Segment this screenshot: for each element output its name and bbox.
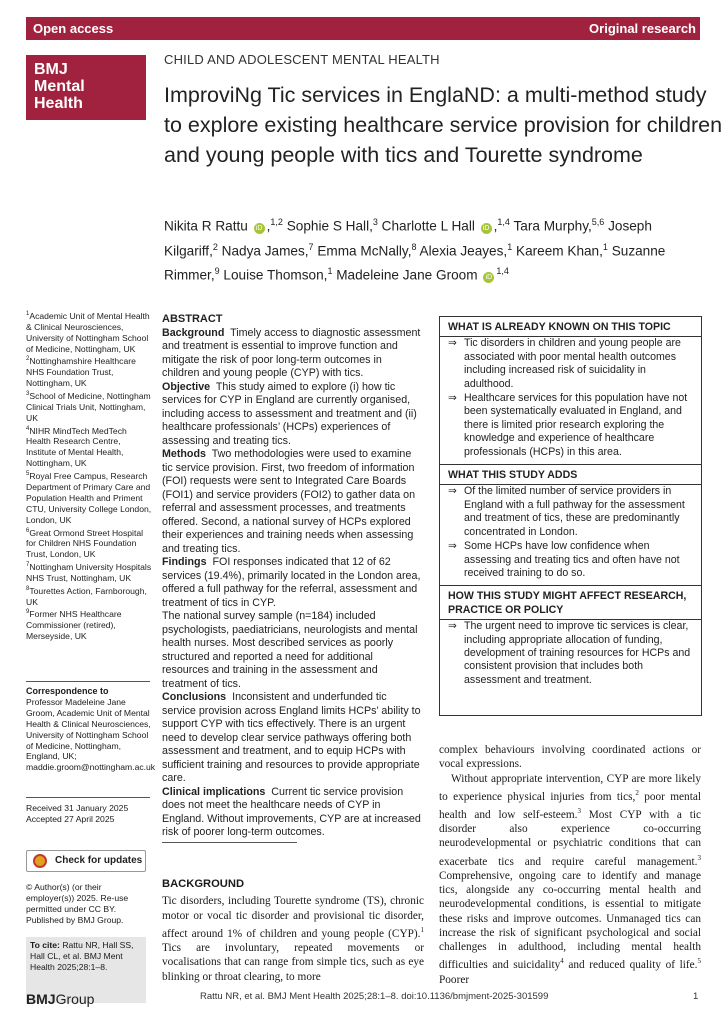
affiliations (26, 309, 152, 642)
accepted-date: Accepted 27 April 2025 (26, 814, 115, 824)
journal-logo (26, 55, 146, 120)
body-paragraph: complex behaviours involving coordinated actions or vocal expressions. (439, 744, 701, 771)
author-affil-sup: 5,6 (591, 217, 605, 227)
box-item: ⇒ Of the limited number of service providers in England with a full pathway for the assessment and treatment of tics, these are predominantly concentrated in London. (448, 485, 685, 538)
abstract-methods: Methods Two methodologies were used to examine tic service provision. First, two freedom of information (FOI) requests were sent to Integrated Care Boards (FOI1) and service providers (FOI2) to gather data on referral and assessment processes, and treatments offered. Second, a national survey of HCPs explored their experiences and training needs when assessing and treating tics. (162, 448, 416, 555)
box-heading: WHAT THIS STUDY ADDS (448, 469, 578, 482)
box-list (440, 337, 701, 464)
affiliation: $^4$NIHR MindTech MedTech Health Research Centre, Institute of Mental Health, Nottingham, UK (26, 425, 127, 469)
box-item: ⇒ Healthcare services for this population have not been systematically evaluated in England, and there is limited prior research exploring the knowledge and experience of healthcare professionals (HCPs) in this area. (448, 392, 688, 458)
author[interactable]: Alexia Jeayes, (419, 243, 508, 259)
box-list (440, 620, 701, 692)
background-heading: BACKGROUND (162, 878, 245, 890)
author[interactable]: Sophie S Hall, (286, 218, 373, 234)
author-list: Nikita R Rattu iD ,$^{1,2}$ Sophie S Hall,$^3$ Charlotte L Hall iD ,$^{1,4}$ Tara Murphy,$^{5,6}$ Joseph Kilgariff,$^2$ Nadya James,$^7$ Emma McNally,$^8$ Alexia Jeayes,$^1$ Kareem Khan,$^1$ Suzanne Rimmer,$^9$ Louise Thomson,$^1$ Madeleine Jane Groom iD$^{1,4}$ (164, 217, 666, 283)
author[interactable]: Emma McNally, (317, 243, 412, 259)
logo-line: Mental (34, 78, 85, 95)
footer-citation: Rattu NR, et al. BMJ Ment Health 2025;28:1–8. doi:10.1136/bmjment-2025-301599 (200, 991, 549, 1002)
affiliation: $^9$Former NHS Healthcare Commissioner (retired), Merseyside, UK (26, 609, 122, 642)
affiliation: $^3$School of Medicine, Nottingham Clinical Trials Unit, Nottingham, UK (26, 390, 151, 423)
author-affil-sup: 1 (602, 241, 608, 252)
box-item: ⇒ The urgent need to improve tic services is clear, including appropriate allocation of funding, development of training resources for HCPs and consistent provision that includes both assessment and treatment. (448, 620, 691, 686)
body-paragraph: Tic disorders, including Tourette syndrome (TS), chronic motor or vocal tic disorder and provisional tic disorder, affect around 1% of children and young people (CYP).$^1$ Tics are involuntary, repeated movements or vocalisations that can range from simple tics, such as eye blinking or throat clearing, to more (162, 895, 424, 983)
box-item: ⇒ Some HCPs have low confidence when assessing and treating tics and often have not received training to do so. (448, 540, 680, 579)
affiliation: $^6$Great Ormond Street Hospital for Children NHS Foundation Trust, London, UK (26, 527, 144, 560)
abstract-conclusions: Conclusions Inconsistent and underfunded tic service provision across England limits HCPs’ ability to support CYP with tics effectively. There is an urgent need to develop clear service pathways offering both assessment and treatment, and to equip HCPs with sufficient training and resources to provide appropriate care. (162, 691, 421, 784)
author[interactable]: Nikita R Rattu (164, 218, 248, 234)
correspondence-heading: Correspondence to (26, 686, 109, 696)
author-affil-sup: 1,4 (497, 217, 510, 227)
logo-line: BMJ (34, 61, 68, 78)
to-cite-text: Rattu NR, Hall SS, Hall CL, et al. BMJ Ment Health 2025;28:1–8. (30, 940, 134, 972)
orcid-icon[interactable]: iD (483, 272, 494, 283)
author[interactable]: Suzanne Rimmer, (164, 243, 666, 283)
affiliation: $^8$Tourettes Action, Farnborough, UK (26, 585, 147, 607)
author[interactable]: Louise Thomson, (223, 267, 328, 283)
author-affil-sup: 2 (212, 241, 218, 252)
dates (26, 803, 128, 825)
author[interactable]: Madeleine Jane Groom (336, 267, 478, 283)
check-updates-label: Check for updates (55, 855, 143, 866)
check-for-updates-button[interactable] (26, 850, 146, 872)
arrow-icon: ⇒ (448, 337, 457, 350)
divider (162, 842, 297, 843)
ref-sup[interactable]: 2 (635, 788, 639, 797)
affiliation: $^1$Academic Unit of Mental Health & Clinical Neurosciences, University of Nottingham School of Medicine, Nottingham, UK (26, 310, 150, 354)
ref-sup[interactable]: 5 (697, 957, 701, 966)
abstract-objective: Objective This study aimed to explore (i) how tic services for CYP in England are currently organised, including access to assessment and treatment and (ii) healthcare professionals’ (HCPs) experiences of assessing and treating tics. (162, 380, 417, 447)
author-affil-sup: 1 (507, 241, 513, 252)
body-continuation (439, 743, 701, 987)
box-list (440, 485, 701, 585)
copyright: © Author(s) (or their employer(s)) 2025. Re-use permitted under CC BY. Published by BMJ Group. (26, 882, 129, 925)
logo-part: Group (55, 991, 95, 1007)
box-item: ⇒ Tic disorders in children and young people are associated with poor mental health outcomes including increased risk of suicidality in adulthood. (448, 337, 681, 390)
ref-sup[interactable]: 3 (697, 853, 701, 862)
key-messages-box (439, 316, 702, 716)
author[interactable]: Charlotte L Hall (381, 218, 475, 234)
affiliation: $^2$Nottinghamshire Healthcare NHS Foundation Trust, Nottingham, UK (26, 356, 136, 389)
article-type-label: Original research (589, 21, 696, 36)
orcid-icon[interactable]: iD (481, 223, 492, 234)
abstract-findings-2: The national survey sample (n=184) included psychologists, paediatricians, neurologists and mental health nurses. Most described services as poorly structured and reported a need for additional resources and training in the assessment and treatment of tics. (162, 610, 418, 690)
arrow-icon: ⇒ (448, 485, 457, 498)
arrow-icon: ⇒ (448, 540, 457, 553)
divider (26, 681, 150, 682)
author-affil-sup: 1,2 (270, 217, 283, 227)
article-title: ImproviNg Tic services in EnglaND: a multi-method study to explore existing healthcare service provision for children and young people with tics and Tourette syndrome (164, 83, 723, 167)
to-cite-label: To cite: (30, 940, 60, 950)
author-affil-sup: 7 (308, 241, 314, 252)
ref-sup[interactable]: 1 (420, 925, 424, 934)
abstract-findings: Findings FOI responses indicated that 12 of 62 services (19.4%), primarily located in the London area, offered a full pathway for the referral, assessment and treatment of tics in CYP. (162, 556, 421, 609)
section-tag: CHILD AND ADOLESCENT MENTAL HEALTH (164, 52, 440, 67)
author-affil-sup: 9 (214, 266, 220, 277)
abstract-heading: ABSTRACT (162, 313, 223, 325)
divider (26, 797, 150, 798)
background-section (162, 877, 424, 984)
correspondence (26, 686, 156, 773)
author-affil-sup: 1,4 (496, 266, 509, 277)
open-access-label: Open access (33, 21, 114, 36)
author[interactable]: Kareem Khan, (516, 243, 603, 259)
abstract-clinical: Clinical implications Current tic service provision does not meet the healthcare needs of CYP in England. Without improvements, CYP are at increased risk of poorer long-term outcomes. (162, 785, 421, 838)
logo-part: BMJ (26, 991, 56, 1007)
affiliation: $^5$Royal Free Campus, Research Department of Primary Care and Population Health and Priment CTU, University College London, London, UK (26, 470, 152, 525)
abstract-background: Background Timely access to diagnostic assessment and treatment is essential to improve function and mitigate the risk of poor long-term outcomes in children and young people (CYP) with tics. (162, 326, 421, 379)
logo-line: Health (34, 95, 83, 112)
author[interactable]: Nadya James, (221, 243, 309, 259)
ref-sup[interactable]: 3 (577, 806, 581, 815)
author[interactable]: Joseph Kilgariff, (164, 218, 652, 259)
box-heading: HOW THIS STUDY MIGHT AFFECT RESEARCH, PRACTICE OR POLICY (448, 590, 687, 616)
abstract (162, 313, 422, 840)
correspondence-text[interactable]: Professor Madeleine Jane Groom, Academic Unit of Mental Health & Clinical Neurosciences, University of Nottingham School of Medicine, Nottingham, England, UK; maddie.groom@nottingham.ac.uk (26, 696, 156, 773)
body-paragraph: Without appropriate intervention, CYP are more likely to experience physical injuries from tics,$^2$ poor mental health and low self-esteem.$^3$ Most CYP with a tic disorder also experience co-occurring neurodevelopmental or psychiatric conditions that can exacerbate tics and require careful management.$^3$ Comprehensive, ongoing care to identify and manage tics, alongside any co-occurring mental health and neurodevelopmental conditions, is essential to mitigate these risks and improve outcomes. Unmanaged tics can increase the risk of significant psychological and social challenges in adulthood, including mental health difficulties and suicidality$^4$ and reduced quality of life.$^5$ Poorer (439, 772, 702, 986)
arrow-icon: ⇒ (448, 392, 457, 405)
orcid-icon[interactable]: iD (254, 223, 265, 234)
box-heading: WHAT IS ALREADY KNOWN ON THIS TOPIC (448, 321, 671, 333)
arrow-icon: ⇒ (448, 620, 457, 633)
bmj-group-logo (26, 991, 94, 1007)
check-updates-icon (33, 854, 47, 868)
author[interactable]: Tara Murphy, (513, 218, 592, 234)
received-date: Received 31 January 2025 (26, 803, 129, 813)
author-affil-sup: 8 (411, 241, 417, 252)
author-affil-sup: 1 (327, 266, 333, 277)
author-affil-sup: 3 (372, 217, 378, 227)
page-number: 1 (693, 991, 699, 1002)
affiliation: $^7$Nottingham University Hospitals NHS Trust, Nottingham, UK (26, 561, 152, 583)
header-bar (26, 17, 700, 40)
ref-sup[interactable]: 4 (560, 957, 564, 966)
